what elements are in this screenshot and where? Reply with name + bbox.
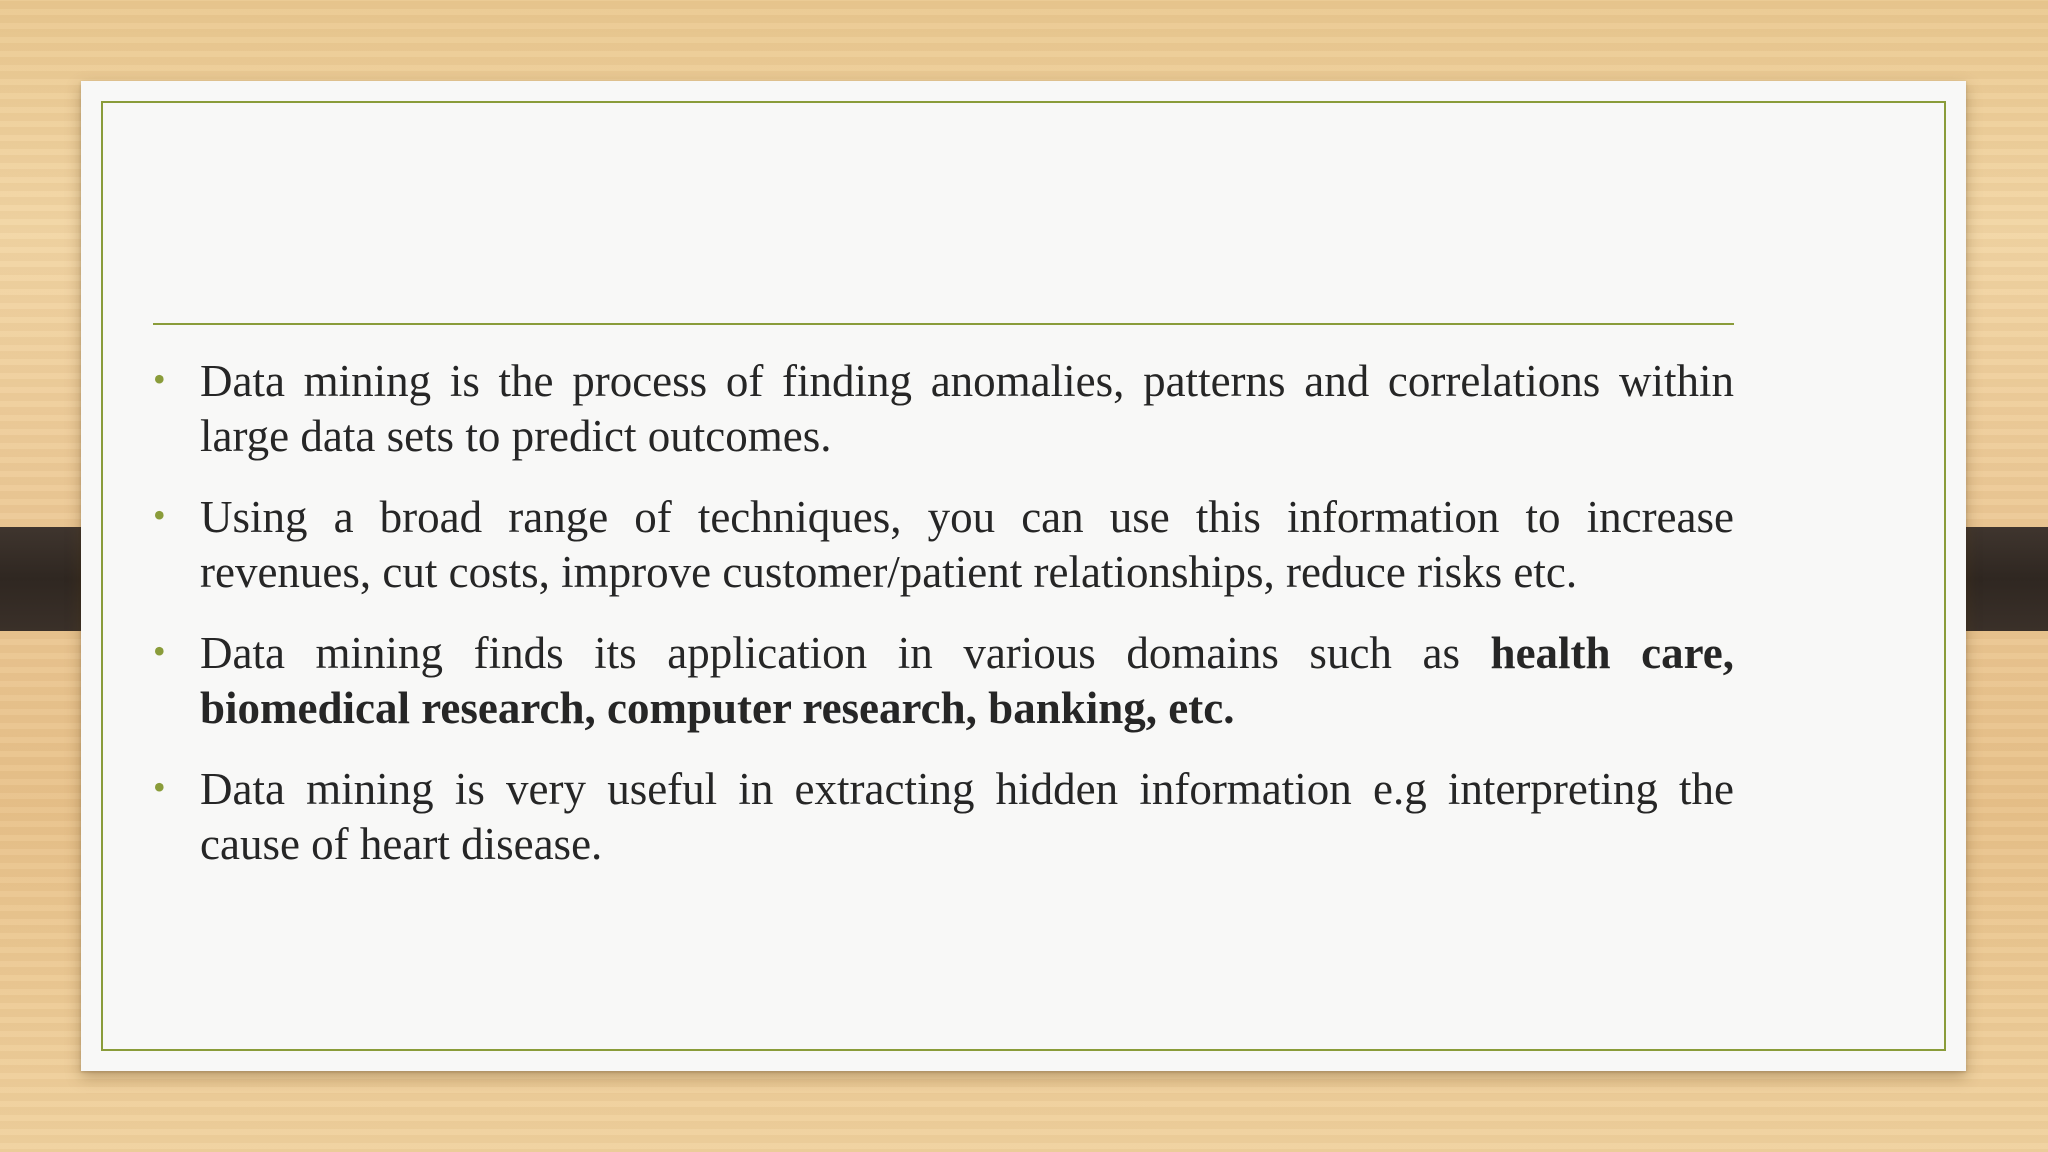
- bullet-item: [153, 354, 1734, 464]
- bullet-text: Data mining is the process of finding anomalies, patterns and correlations within large data sets to predict outcomes.: [200, 356, 1734, 461]
- bullet-dot-icon: •: [153, 359, 166, 399]
- bullet-dot-icon: •: [153, 767, 166, 807]
- bullet-bold-text: health care, biomedical research, computer research, banking, etc.: [200, 628, 1734, 733]
- bullet-text: Using a broad range of techniques, you can use this information to increase revenues, cut costs, improve customer/patient relationships, reduce risks etc.: [200, 492, 1734, 597]
- bullet-text: Data mining is very useful in extracting hidden information e.g interpreting the cause of heart disease.: [200, 764, 1734, 869]
- bullet-list: [153, 354, 1734, 898]
- bullet-dot-icon: •: [153, 495, 166, 535]
- bullet-item: [153, 626, 1734, 736]
- bullet-item: [153, 762, 1734, 872]
- title-divider-line: [153, 323, 1734, 325]
- bullet-item: [153, 490, 1734, 600]
- bullet-text: Data mining finds its application in various domains such as: [200, 628, 1491, 678]
- bullet-dot-icon: •: [153, 631, 166, 671]
